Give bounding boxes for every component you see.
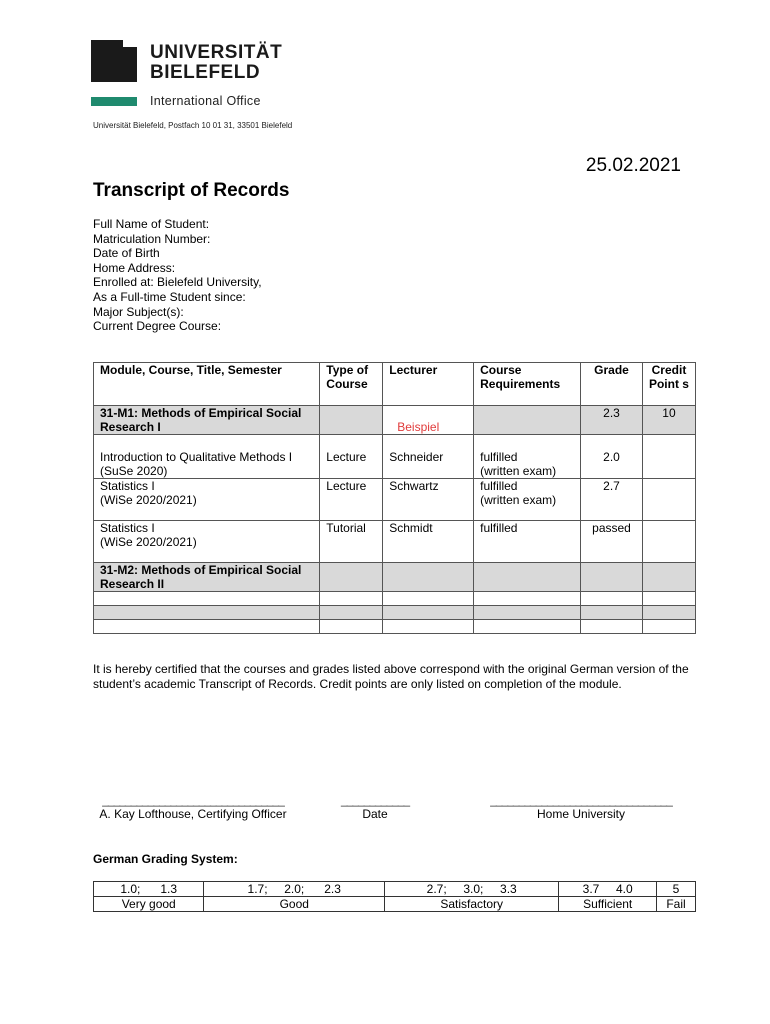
- office-color-bar: [91, 97, 137, 106]
- course-credits: [642, 479, 695, 521]
- grade-label: Satisfactory: [385, 897, 559, 912]
- module-requirements-cell: [474, 406, 581, 435]
- signature-line: ________________________________: [102, 793, 284, 807]
- empty-cell: [474, 606, 581, 620]
- grade-value: 1.7; 2.0; 2.3: [204, 882, 385, 897]
- empty-cell: [383, 563, 474, 592]
- course-semester: (WiSe 2020/2021): [100, 493, 197, 507]
- header-type: Type of Course: [320, 363, 383, 406]
- empty-cell: [642, 592, 695, 606]
- empty-cell: [320, 592, 383, 606]
- date-signature: [340, 793, 410, 821]
- course-name: Statistics I: [100, 521, 155, 535]
- grade-label: Very good: [94, 897, 204, 912]
- empty-cell: [474, 592, 581, 606]
- signature-line: ________________________________: [490, 793, 672, 807]
- empty-cell: [320, 620, 383, 634]
- course-name: Statistics I: [100, 479, 155, 493]
- course-requirements: [474, 435, 581, 479]
- empty-row: [94, 606, 696, 620]
- requirement-detail: (written exam): [480, 464, 557, 478]
- header-requirements: Course Requirements: [474, 363, 581, 406]
- module-title: 31-M1: Methods of Empirical Social Research I: [94, 406, 320, 435]
- empty-cell: [474, 563, 581, 592]
- module-lecturer-cell: [383, 406, 474, 435]
- table-row: [94, 435, 696, 479]
- module-grade: 2.3: [581, 406, 643, 435]
- course-title: [94, 521, 320, 563]
- requirement-status: fulfilled: [480, 450, 518, 464]
- empty-cell: [581, 592, 643, 606]
- empty-cell: [642, 606, 695, 620]
- field-home-address: Home Address:: [93, 260, 176, 275]
- document-title: Transcript of Records: [93, 180, 290, 201]
- course-grade: passed: [581, 521, 643, 563]
- course-title: [94, 479, 320, 521]
- course-lecturer: Schwartz: [383, 479, 474, 521]
- empty-cell: [383, 620, 474, 634]
- course-credits: [642, 521, 695, 563]
- logo-line-1: UNIVERSITÄT: [150, 42, 283, 63]
- header-credit-points: Credit Point s: [642, 363, 695, 406]
- logo-notch: [123, 40, 137, 47]
- empty-cell: [383, 606, 474, 620]
- logo-line-2: BIELEFELD: [150, 62, 261, 83]
- sample-watermark: Beispiel: [397, 420, 440, 434]
- course-requirements: [474, 521, 581, 563]
- empty-cell: [474, 620, 581, 634]
- header-grade: Grade: [581, 363, 643, 406]
- grade-values-row: [94, 882, 696, 897]
- course-type: Lecture: [320, 435, 383, 479]
- home-university-signature: [478, 793, 684, 821]
- grade-value: 3.7 4.0: [559, 882, 657, 897]
- module-credits: 10: [642, 406, 695, 435]
- empty-cell: [642, 620, 695, 634]
- module-row: [94, 406, 696, 435]
- date-label: Date: [362, 807, 388, 821]
- grade-labels-row: [94, 897, 696, 912]
- course-lecturer: Schneider: [383, 435, 474, 479]
- records-table: [93, 362, 696, 634]
- course-name: Introduction to Qualitative Methods I: [100, 450, 293, 464]
- header-lecturer: Lecturer: [383, 363, 474, 406]
- grade-value: 5: [657, 882, 696, 897]
- module-type-cell: [320, 406, 383, 435]
- grade-value: 1.0; 1.3: [94, 882, 204, 897]
- university-logo-text: [150, 43, 282, 83]
- officer-signature: [93, 793, 293, 821]
- course-lecturer: Schmidt: [383, 521, 474, 563]
- document-date: 25.02.2021: [585, 155, 681, 176]
- course-semester: (SuSe 2020): [100, 464, 168, 478]
- module-title: 31-M2: Methods of Empirical Social Research II: [94, 563, 320, 592]
- student-fields: [93, 217, 262, 334]
- grade-value: 2.7; 3.0; 3.3: [385, 882, 559, 897]
- empty-cell: [581, 606, 643, 620]
- empty-cell: [581, 563, 643, 592]
- module-row: [94, 563, 696, 592]
- signature-line: ____________: [340, 793, 410, 807]
- course-requirements: [474, 479, 581, 521]
- empty-cell: [94, 592, 320, 606]
- postal-address: Universität Bielefeld, Postfach 10 01 31, 33501 Bielefeld: [93, 121, 293, 130]
- table-row: [94, 479, 696, 521]
- empty-cell: [383, 592, 474, 606]
- grading-title: German Grading System:: [93, 852, 238, 866]
- empty-cell: [94, 620, 320, 634]
- field-enrolled-at: Enrolled at: Bielefeld University,: [93, 275, 262, 290]
- empty-cell: [642, 563, 695, 592]
- course-type: Lecture: [320, 479, 383, 521]
- grade-label: Good: [204, 897, 385, 912]
- requirement-status: fulfilled: [480, 479, 518, 493]
- field-full-name: Full Name of Student:: [93, 217, 210, 231]
- course-grade: 2.7: [581, 479, 643, 521]
- field-matriculation: Matriculation Number:: [93, 231, 211, 246]
- course-semester: (WiSe 2020/2021): [100, 535, 197, 549]
- header-module: Module, Course, Title, Semester: [94, 363, 320, 406]
- empty-cell: [581, 620, 643, 634]
- grade-label: Sufficient: [559, 897, 657, 912]
- field-degree-course: Current Degree Course:: [93, 319, 222, 334]
- course-type: Tutorial: [320, 521, 383, 563]
- field-student-since: As a Full-time Student since:: [93, 289, 246, 304]
- table-header-row: [94, 363, 696, 406]
- course-credits: [642, 435, 695, 479]
- office-name: International Office: [150, 94, 261, 108]
- empty-cell: [94, 606, 320, 620]
- field-major-subjects: Major Subject(s):: [93, 304, 184, 319]
- officer-name: A. Kay Lofthouse, Certifying Officer: [99, 807, 287, 821]
- empty-cell: [320, 563, 383, 592]
- requirement-detail: (written exam): [480, 493, 557, 507]
- field-date-of-birth: Date of Birth: [93, 246, 160, 261]
- course-grade: 2.0: [581, 435, 643, 479]
- empty-row: [94, 592, 696, 606]
- grading-table: [93, 881, 696, 912]
- home-university-label: Home University: [536, 807, 626, 821]
- grade-label: Fail: [657, 897, 696, 912]
- table-row: [94, 521, 696, 563]
- course-title: [94, 435, 320, 479]
- empty-row: [94, 620, 696, 634]
- requirement-status: fulfilled: [480, 521, 518, 535]
- certification-statement: It is hereby certified that the courses and grades listed above correspond with the original German version of the student’s academic Transcript of Records. Credit points are only listed on completion of the module.: [93, 662, 689, 691]
- empty-cell: [320, 606, 383, 620]
